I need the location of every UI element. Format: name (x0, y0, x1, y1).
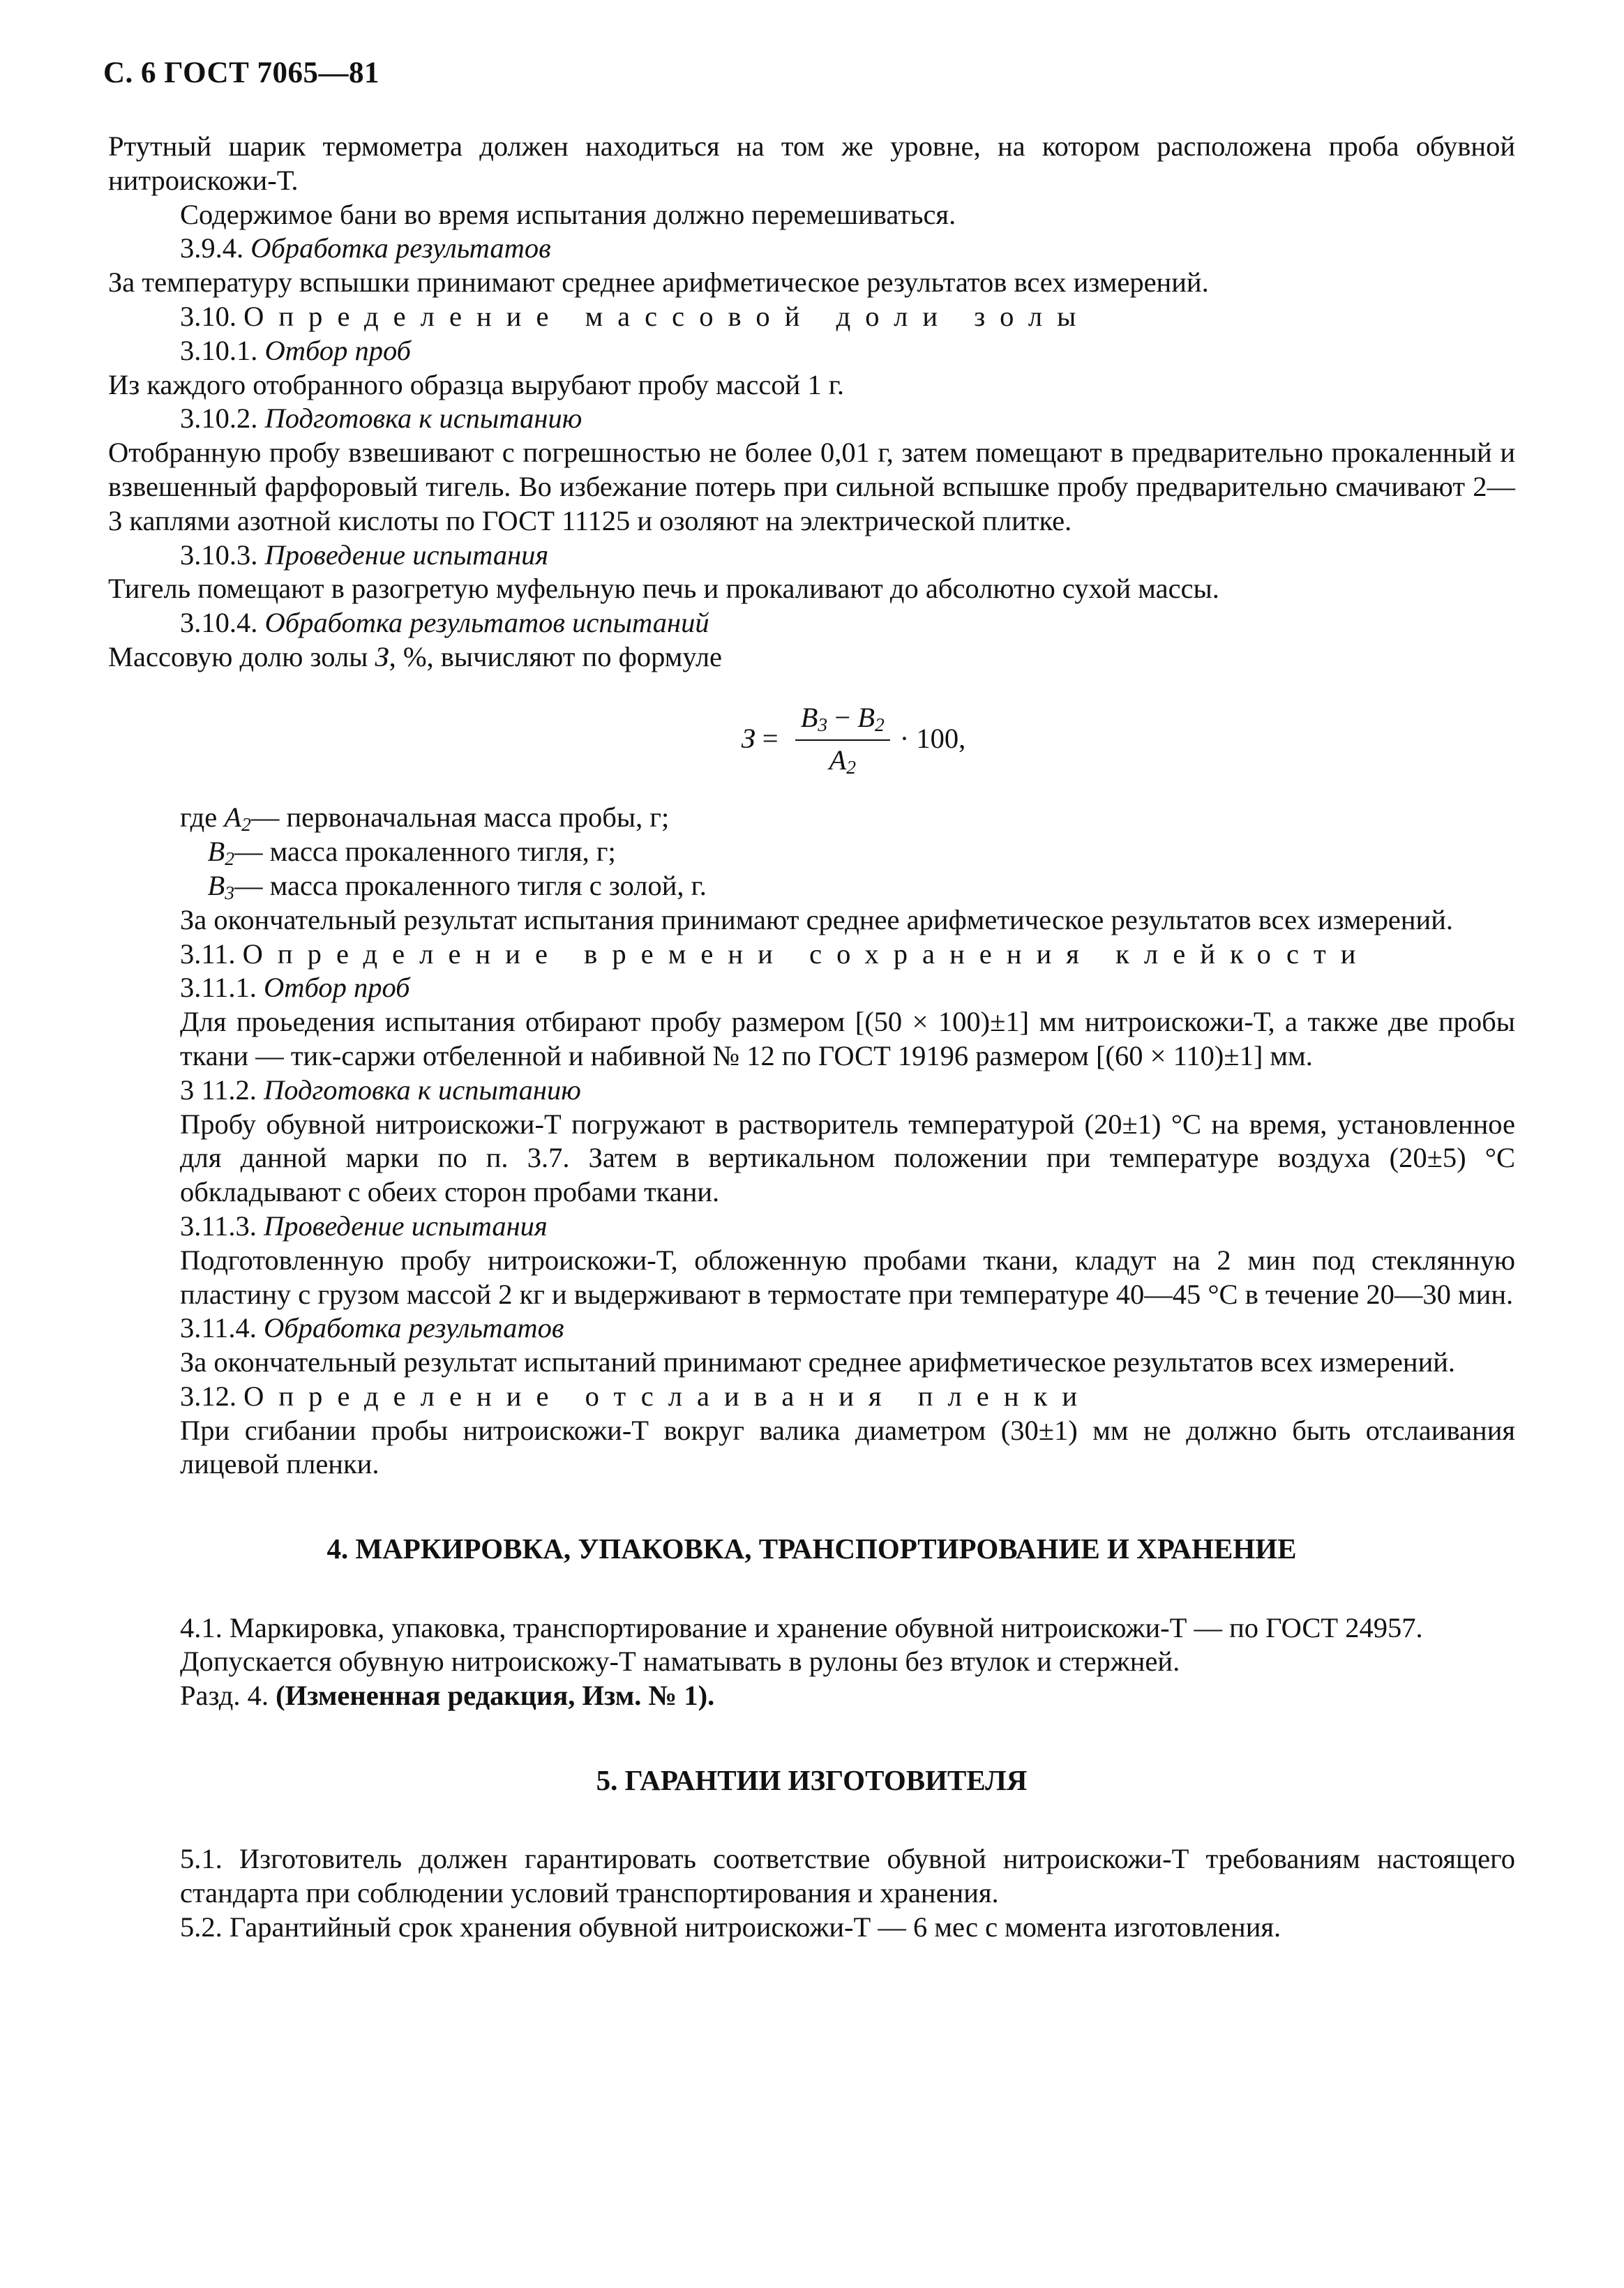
section-number: 3.9.4. (180, 232, 244, 264)
subsection-heading (108, 971, 1515, 1005)
section-title: Обработка результатов (264, 1312, 564, 1344)
ash-formula (108, 701, 1515, 778)
section-number: 3.10. (180, 300, 236, 332)
section-title: Обработка результатов испытаний (264, 607, 709, 639)
subsection-heading (108, 606, 1515, 640)
amendment-note: Разд. 4. (Измененная редакция, Изм. № 1). (180, 1680, 715, 1712)
section-5-title: 5. ГАРАНТИИ ИЗГОТОВИТЕЛЯ (596, 1764, 1028, 1797)
paragraph: Пробу обувной нитроискожи-Т погружают в растворитель температурой (20±1) °С на время, установленное для данной марки по п. 3.7. Затем в вертикальном положении при температуре воздуха (20±5) °С обкладывают с обеих сторон пробами ткани. (180, 1108, 1515, 1208)
paragraph: Тигель помещают в разогретую муфельную печь и прокаливают до абсолютно сухой массы. (108, 573, 1219, 605)
section-heading (108, 1380, 1515, 1414)
section-title: Подготовка к испытанию (264, 402, 582, 435)
paragraph: За окончательный результат испытаний принимают среднее арифметическое результатов всех измерений. (180, 1346, 1456, 1378)
section-title: Проведение испытания (264, 539, 549, 571)
section-number: 3 11.2. (180, 1074, 257, 1106)
page-header: С. 6 ГОСТ 7065—81 (103, 57, 380, 89)
section-number: 3.10.1. (180, 334, 258, 366)
document-body (108, 130, 1515, 1945)
paragraph: Отобранную пробу взвешивают с погрешностью не более 0,01 г, затем помещают в предварительно прокаленный и взвешенный фарфоровый тигель. Во избежание потерь при сильной вспышке пробу предварительно смачивают 2—3 каплями азотной кислоты по ГОСТ 11125 и озоляют на электрической плитке. (108, 437, 1515, 536)
formula-fraction (795, 701, 890, 778)
paragraph: 5.2. Гарантийный срок хранения обувной нитроискожи-Т — 6 мес с момента изготовления. (180, 1911, 1281, 1943)
section-number: 3.11.4. (180, 1312, 257, 1344)
subsection-heading (108, 539, 1515, 573)
section-title: Обработка результатов (250, 232, 551, 264)
section-number: 3.10.2. (180, 402, 258, 435)
section-heading (108, 938, 1515, 972)
section-heading (108, 300, 1515, 334)
formula-legend (108, 801, 1515, 903)
subsection-heading (108, 1311, 1515, 1346)
legend-item: $B_2$ — масса прокаленного тигля, г; (207, 836, 616, 870)
paragraph: 5.1. Изготовитель должен гарантировать соответствие обувной нитроискожи-Т требованиям настоящего стандарта при соблюдении условий транспортирования и хранения. (180, 1843, 1515, 1909)
paragraph: Ртутный шарик термометра должен находиться на том же уровне, на котором расположена проба обувной нитроискожи-Т. (108, 130, 1515, 196)
paragraph: Для проьедения испытания отбирают пробу размером [(50 × 100)±1] мм нитроискожи-Т, а также две пробы ткани — тик-саржи отбеленной и набивной № 12 по ГОСТ 19196 размером [(60 × 110)±1] мм. (180, 1006, 1515, 1071)
subsection-heading (108, 1210, 1515, 1244)
section-title: Отбор проб (264, 334, 412, 366)
section-number: 3.10.3. (180, 539, 258, 571)
paragraph: Содержимое бани во время испытания должно перемешиваться. (180, 198, 956, 230)
section-number: 3.11.1. (180, 972, 257, 1004)
section-title: Определение времени сохранения клейкости (242, 938, 1371, 970)
section-title: Определение массовой доли золы (243, 300, 1091, 332)
section-title: Подготовка к испытанию (264, 1074, 581, 1106)
formula-rhs: · 100, (899, 723, 966, 755)
section-title: Определение отслаивания пленки (243, 1380, 1092, 1412)
legend-item: где $A_2$ — первоначальная масса пробы, г; (180, 801, 670, 836)
section-number: 3.12. (180, 1380, 236, 1412)
paragraph: За температуру вспышки принимают среднее арифметическое результатов всех измерений. (108, 266, 1209, 299)
paragraph: Из каждого отобранного образца вырубают пробу массой 1 г. (108, 368, 844, 400)
paragraph: При сгибании пробы нитроискожи-Т вокруг валика диаметром (30±1) мм не должно быть отслаивания лицевой пленки. (180, 1414, 1515, 1480)
formula-equals: = (762, 723, 779, 755)
paragraph: За окончательный результат испытания принимают среднее арифметическое результатов всех измерений. (180, 903, 1454, 935)
paragraph: 4.1. Маркировка, упаковка, транспортирование и хранение обувной нитроискожи-Т — по ГОСТ 24957. (180, 1611, 1423, 1643)
formula-numerator: $B_3 - B_2$ (795, 701, 890, 741)
section-number: 3.11.3. (180, 1210, 257, 1242)
subsection-heading (108, 402, 1515, 436)
paragraph: Подготовленную пробу нитроискожи-Т, обложенную пробами ткани, кладут на 2 мин под стеклянную пластину с грузом массой 2 кг и выдерживают в термостате при температуре 40—45 °С в течение 20—30 мин. (180, 1244, 1515, 1310)
paragraph: Массовую долю золы З, %, вычисляют по формуле (108, 640, 722, 672)
formula-denominator: $A_2$ (829, 744, 856, 778)
subsection-heading (108, 334, 1515, 368)
section-number: 3.11. (180, 938, 236, 970)
subsection-heading (108, 1074, 1515, 1108)
legend-item: $B_3$ — масса прокаленного тигля с золой, г. (207, 869, 707, 903)
section-title: Проведение испытания (264, 1210, 548, 1242)
formula-lhs: З (741, 723, 755, 755)
paragraph: Допускается обувную нитроискожу-Т наматывать в рулоны без втулок и стержней. (180, 1646, 1180, 1678)
subsection-heading (108, 232, 1515, 266)
section-title: Отбор проб (264, 972, 410, 1004)
section-4-title: 4. МАРКИРОВКА, УПАКОВКА, ТРАНСПОРТИРОВАНИЕ И ХРАНЕНИЕ (326, 1533, 1297, 1565)
section-number: 3.10.4. (180, 607, 258, 639)
